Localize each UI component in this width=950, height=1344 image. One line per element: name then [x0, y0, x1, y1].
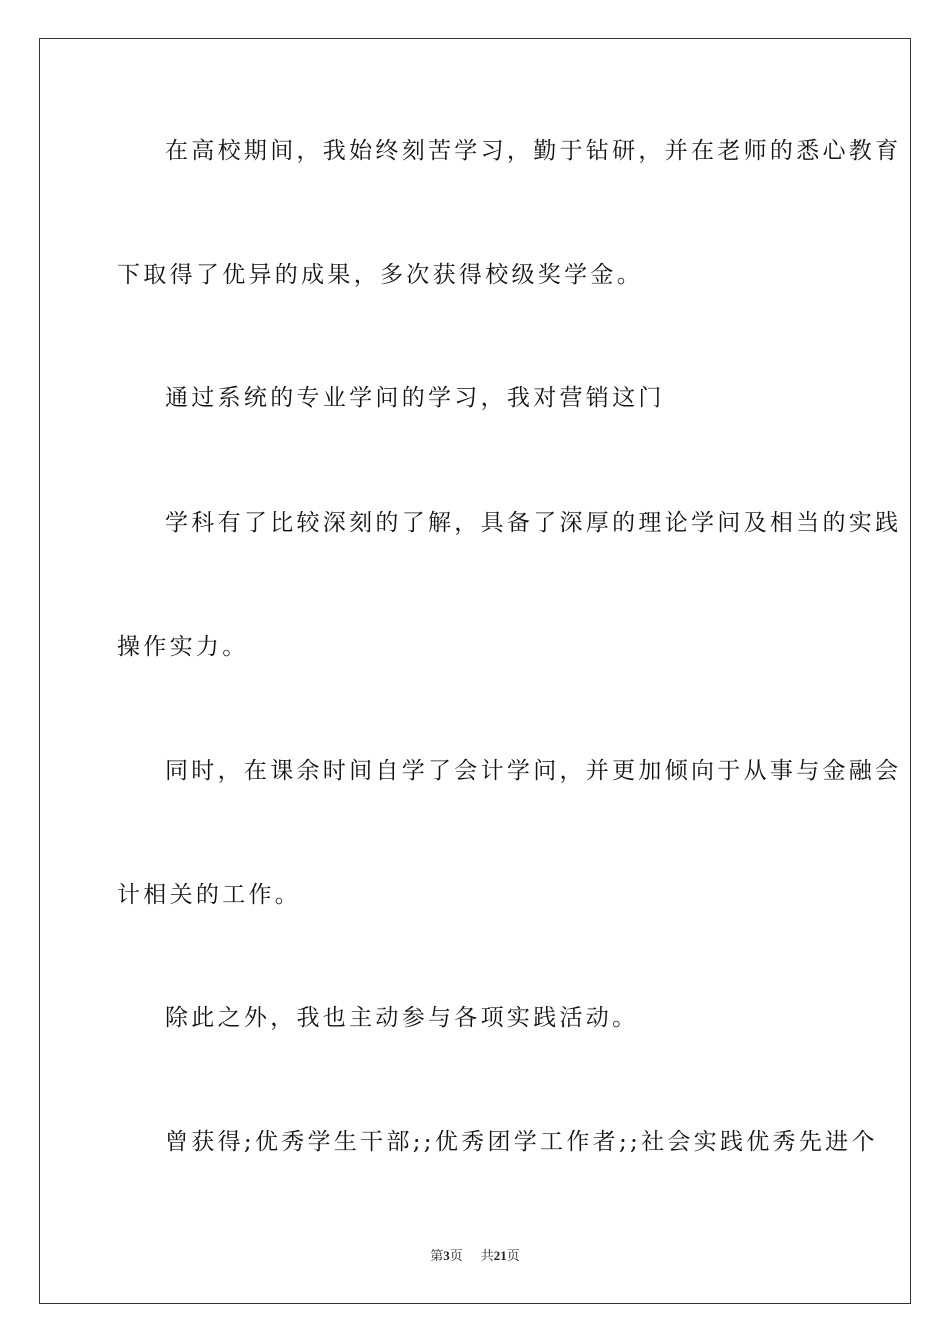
paragraph-line: 同时，在课余时间自学了会计学问，并更加倾向于从事与金融会 [165, 758, 902, 784]
paragraph-line: 曾获得;优秀学生干部;;优秀团学工作者;;社会实践优秀先进个 [165, 1129, 878, 1155]
footer-page-suffix: 页 [449, 1248, 463, 1263]
footer-page-number: 3 [443, 1248, 450, 1263]
footer-total-prefix: 共 [480, 1248, 494, 1263]
paragraph-line: 学科有了比较深刻的了解，具备了深厚的理论学问及相当的实践 [165, 510, 902, 536]
footer-total-pages: 21 [493, 1248, 507, 1263]
paragraph-line: 除此之外，我也主动参与各项实践活动。 [165, 1005, 639, 1031]
paragraph-line: 操作实力。 [117, 634, 249, 660]
paragraph-line: 通过系统的专业学问的学习，我对营销这门 [165, 385, 665, 411]
paragraph-line: 计相关的工作。 [117, 882, 302, 908]
paragraph-line: 下取得了优异的成果，多次获得校级奖学金。 [117, 262, 643, 288]
footer-page-prefix: 第 [430, 1248, 444, 1263]
page-footer [0, 1245, 950, 1264]
page-border [39, 38, 911, 1304]
paragraph-line: 在高校期间，我始终刻苦学习，勤于钻研，并在老师的悉心教育 [165, 138, 902, 164]
footer-total-suffix: 页 [506, 1248, 520, 1263]
